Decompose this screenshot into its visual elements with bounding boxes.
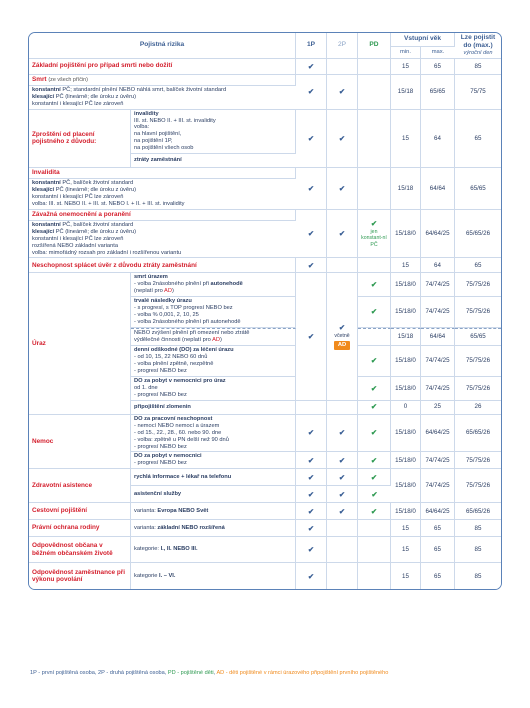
risk-description [131, 110, 296, 155]
desc-bold: konstantní [32, 221, 61, 228]
check-icon: ✔ [370, 383, 378, 393]
header-max: max. [421, 47, 455, 59]
term-age: 85 [455, 537, 501, 563]
check-2p [327, 486, 358, 503]
desc-text: volba: III. st. NEBO II. + III. st. NEBO I. + II. + III. st. invalidity [32, 200, 185, 207]
row-onemocneni-head [29, 210, 501, 221]
check-icon: ✔ [370, 356, 378, 366]
desc-text: PČ (lineárně; dle úroku z úvěru) [54, 93, 137, 100]
desc-text: kategorie [134, 572, 158, 579]
cell-2p [327, 59, 358, 75]
max-age: 65 [421, 537, 455, 563]
min-age: 15/18 [391, 168, 421, 210]
check-2p [327, 210, 358, 259]
desc-text: PČ, balíček životní standard [60, 221, 134, 228]
desc-bold: trvalé následky úrazu [134, 298, 192, 305]
header-risk: Pojistná rizika [29, 33, 296, 59]
risk-label: Neschopnost splácet úvěr z důvodu ztráty zaměstnání [29, 258, 296, 273]
check-1p [296, 273, 327, 400]
min-age: 15 [391, 59, 421, 75]
check-icon: ✔ [338, 455, 346, 465]
cell-pd [358, 537, 391, 563]
desc-text: - volba % 0,001, 2, 10, 25 [134, 312, 199, 319]
desc-text: - od 15., 22., 28., 60. nebo 90. dne [134, 429, 222, 436]
max-age: 64/64 [421, 328, 455, 346]
check-icon: ✔ [338, 489, 346, 499]
term-age: 65/65 [455, 328, 501, 346]
desc-bold: klesající [32, 228, 55, 235]
legend-2p-text: - druhá pojištěná osoba, [104, 670, 168, 676]
risk-description [131, 273, 296, 297]
check-icon: ✔ [338, 428, 346, 438]
min-age: 15/18 [391, 75, 421, 110]
desc-text: kategorie: [134, 546, 159, 553]
check-icon: ✔ [307, 472, 315, 482]
max-age: 64/64/25 [421, 503, 455, 520]
check-icon: ✔ [307, 571, 315, 581]
risk-description [131, 503, 296, 520]
max-age: 74/74/25 [421, 346, 455, 377]
risk-description [131, 377, 296, 401]
risk-description [131, 563, 296, 589]
desc-text: ) [220, 337, 222, 344]
check-1p [296, 503, 327, 520]
check-icon: ✔ [307, 260, 315, 270]
desc-text: rozšířená NEBO základní varianta [32, 242, 118, 249]
desc-ad: AD [212, 337, 220, 344]
cell-pd [358, 110, 391, 169]
check-icon: ✔ [370, 428, 378, 438]
max-age: 64/64/25 [421, 210, 455, 259]
desc-bold: autonehodě [210, 281, 243, 288]
header-1p: 1P [296, 33, 327, 59]
desc-text: volba: mimořádný rozsah pro základní i rozšířenou variantu [32, 249, 182, 256]
term-age: 75/75 [455, 75, 501, 110]
pd-note: včetně [334, 332, 350, 339]
max-age: 64/64/25 [421, 415, 455, 453]
check-icon: ✔ [307, 545, 315, 555]
desc-text: NEBO zvýšení plnění při omezení nebo ztrátě [134, 330, 250, 337]
row-neschopnost [29, 258, 501, 273]
check-1p [296, 75, 327, 110]
desc-text: výdělečné činnosti (neplatí pro [134, 337, 213, 344]
check-1p [296, 469, 327, 486]
header-term-sub: výroční den [463, 50, 493, 57]
check-2p [327, 75, 358, 110]
header-2p: 2P [327, 33, 358, 59]
legend-1p-text: - první pojištěná osoba, [36, 670, 99, 676]
desc-bold: konstantní [32, 180, 61, 187]
cell-pd [358, 328, 391, 346]
row-pravni [29, 520, 501, 537]
min-age: 15/18/0 [391, 210, 421, 259]
check-icon: ✔ [370, 219, 378, 229]
check-pd [358, 273, 391, 297]
check-1p [296, 168, 327, 210]
risk-label: Právní ochrana rodiny [29, 520, 131, 537]
risk-label: Odpovědnost občana v běžném občanském životě [29, 537, 131, 563]
check-icon: ✔ [307, 455, 315, 465]
cell-pd [358, 59, 391, 75]
check-icon: ✔ [370, 280, 378, 290]
desc-text: konstantní i klesající PČ lze zároveň [32, 193, 124, 200]
ad-badge: AD [334, 341, 350, 350]
risk-description: připojištění zlomenin [131, 401, 296, 415]
risk-description: ztráty zaměstnání [131, 154, 296, 168]
risk-description [29, 179, 296, 210]
check-1p [296, 452, 327, 469]
desc-text: - volba 2násobného plnění při [134, 281, 211, 288]
desc-text: PČ (lineárně; dle úroku z úvěru) [54, 187, 137, 194]
check-icon: ✔ [371, 489, 378, 499]
desc-text: (neplatí pro [134, 288, 165, 295]
risk-description [29, 86, 296, 110]
min-age: 15/18/0 [391, 415, 421, 453]
risk-sub: (ze všech příčin) [48, 76, 88, 83]
max-age: 64/64 [421, 168, 455, 210]
min-age: 15 [391, 563, 421, 589]
max-age: 25 [421, 401, 455, 415]
desc-text: volba: [134, 124, 150, 131]
check-2p [327, 110, 358, 169]
desc-text: - volba 2násobného plnění při autonehodě [134, 319, 241, 326]
check-icon: ✔ [338, 228, 346, 238]
risk-description [131, 415, 296, 453]
check-icon: ✔ [338, 506, 346, 516]
check-1p [296, 486, 327, 503]
check-1p [296, 415, 327, 453]
row-zprosteni-invalidity [29, 110, 501, 155]
desc-bold: smrt úrazem [134, 274, 168, 281]
desc-bold: I. – VI. [159, 572, 176, 579]
header-term-label: Lze pojistit do (max.) [460, 34, 496, 50]
term-age: 85 [455, 563, 501, 589]
desc-bold: klesající [32, 187, 55, 194]
row-zamestnanec [29, 563, 501, 589]
check-pd [358, 377, 391, 401]
check-icon: ✔ [338, 472, 346, 482]
check-2p [327, 452, 358, 469]
legend-2p: 2P [98, 670, 105, 676]
desc-text: varianta: [134, 524, 156, 531]
risk-description [131, 328, 296, 346]
row-cestovni [29, 503, 501, 520]
check-icon: ✔ [307, 86, 315, 96]
check-icon: ✔ [307, 331, 315, 341]
check-pd [358, 469, 391, 486]
check-pd [358, 297, 391, 328]
check-1p [296, 210, 327, 259]
risk-label: Zdravotní asistence [29, 469, 131, 503]
desc-bold: základní NEBO rozšířená [157, 524, 225, 531]
desc-bold: konstantní [32, 86, 61, 93]
risk-label: Úraz [29, 273, 131, 414]
check-icon: ✔ [307, 428, 315, 438]
desc-bold: I., II. NEBO III. [160, 546, 198, 553]
desc-text: na pojištění všech osob [134, 145, 194, 152]
check-2p [327, 273, 358, 400]
risk-title: Smrt [32, 75, 47, 83]
term-age: 75/75/26 [455, 273, 501, 297]
max-age: 74/74/25 [421, 297, 455, 328]
term-age: 75/75/26 [455, 297, 501, 328]
legend-footnote [30, 670, 388, 676]
max-age: 65 [421, 520, 455, 537]
row-uraz-smrt [29, 273, 501, 297]
desc-bold: DO za pobyt v nemocnici pro úraz [134, 377, 226, 384]
check-pd [358, 210, 391, 259]
min-age: 15/18/0 [391, 469, 421, 503]
check-icon: ✔ [307, 183, 315, 193]
risk-label: Základní pojištění pro případ smrti nebo dožití [29, 59, 296, 75]
desc-bold: invalidity [134, 110, 159, 117]
cell-pd [358, 75, 391, 110]
risk-description [131, 537, 296, 563]
cell-2p [327, 537, 358, 563]
max-age: 74/74/25 [421, 273, 455, 297]
term-age: 65/65 [455, 168, 501, 210]
desc-text: PČ; standardní plnění NEBO náhlá smrt, balíček životní standard [60, 86, 227, 93]
desc-text: - progresí NEBO bez [134, 460, 187, 467]
desc-bold: denní odškodné (DO) za léčení úrazu [134, 347, 234, 354]
check-icon: ✔ [370, 402, 378, 412]
min-age: 15/18 [391, 328, 421, 346]
max-age: 65/65 [421, 75, 455, 110]
check-1p [296, 537, 327, 563]
desc-text: - volba: zpětně u PN delší než 90 dnů [134, 436, 229, 443]
risk-description: rychlá informace + lékař na telefonu [131, 469, 296, 486]
desc-text: na pojištění 1P, [134, 138, 173, 145]
header-term [455, 33, 501, 59]
min-age: 15/18/0 [391, 346, 421, 377]
min-age: 15 [391, 110, 421, 169]
min-age: 15/18/0 [391, 297, 421, 328]
risk-label: Odpovědnost zaměstnance při výkonu povolání [29, 563, 131, 589]
desc-bold: DO za pobyt v nemocnici [134, 453, 202, 460]
max-age: 64 [421, 258, 455, 273]
header-min: min. [391, 47, 421, 59]
check-icon: ✔ [338, 133, 346, 143]
term-age: 65/65/26 [455, 210, 501, 259]
cell-pd [358, 520, 391, 537]
check-icon: ✔ [338, 323, 346, 333]
insurance-risk-table [28, 32, 502, 590]
cell-2p [327, 563, 358, 589]
check-1p [296, 563, 327, 589]
desc-bold: DO za pracovní neschopnost [134, 415, 213, 422]
check-pd [358, 346, 391, 377]
check-2p [327, 168, 358, 210]
min-age: 15/18/0 [391, 452, 421, 469]
desc-text: od 1. dne [134, 384, 158, 391]
desc-text: - s progresí, s TOP progresí NEBO bez [134, 305, 233, 312]
term-age: 65 [455, 258, 501, 273]
check-icon: ✔ [307, 489, 315, 499]
check-icon: ✔ [338, 183, 346, 193]
desc-text: III. st. NEBO II. + III. st. invalidity [134, 117, 216, 124]
term-age: 75/75/26 [455, 469, 501, 503]
check-2p [327, 415, 358, 453]
row-obcan [29, 537, 501, 563]
check-pd [358, 486, 391, 503]
header-entry-age: Vstupní věk [391, 33, 455, 47]
check-icon: ✔ [370, 455, 378, 465]
check-icon: ✔ [370, 307, 378, 317]
desc-text: konstantní i klesající PČ lze zároveň [32, 100, 124, 107]
desc-text: - progresí NEBO bez [134, 443, 187, 450]
desc-text: PČ (lineárně; dle úroku z úvěru) [54, 228, 137, 235]
max-age: 74/74/25 [421, 377, 455, 401]
max-age: 64 [421, 110, 455, 169]
check-pd [358, 415, 391, 453]
desc-text: - nemocí NEBO nemocí a úrazem [134, 422, 220, 429]
risk-label: Nemoc [29, 415, 131, 470]
max-age: 65 [421, 59, 455, 75]
min-age: 15/18/0 [391, 503, 421, 520]
risk-label [29, 75, 296, 86]
risk-description [29, 221, 296, 259]
check-icon: ✔ [307, 506, 315, 516]
check-icon: ✔ [370, 472, 378, 482]
desc-text: ) [171, 288, 174, 295]
check-pd [358, 401, 391, 415]
risk-label: Invalidita [29, 168, 296, 179]
risk-label: Závažná onemocnění a poranění [29, 210, 296, 221]
cell-2p [327, 520, 358, 537]
check-icon: ✔ [370, 506, 378, 516]
row-zakladni [29, 59, 501, 75]
cell-pd [358, 258, 391, 273]
check-icon: ✔ [307, 61, 315, 71]
term-age: 26 [455, 401, 501, 415]
check-2p [327, 503, 358, 520]
desc-text: - volba plnění zpětně, nezpětně [134, 360, 214, 367]
header-pd: PD [358, 33, 391, 59]
check-icon: ✔ [307, 133, 315, 143]
risk-description: asistenční služby [131, 486, 296, 503]
check-icon: ✔ [338, 86, 346, 96]
risk-description [131, 297, 296, 328]
check-pd [358, 503, 391, 520]
term-age: 65/65/26 [455, 415, 501, 453]
term-age: 75/75/26 [455, 452, 501, 469]
max-age: 74/74/25 [421, 452, 455, 469]
row-asistence-1 [29, 469, 501, 486]
desc-text: - progresí NEBO bez [134, 367, 187, 374]
desc-text: - od 10, 15, 22 NEBO 60 dnů [134, 354, 208, 360]
legend-separator: , [213, 670, 217, 676]
risk-description [131, 452, 296, 469]
risk-label: Zproštění od placení pojistného z důvodu: [29, 110, 131, 169]
min-age: 15/18/0 [391, 273, 421, 297]
row-invalidita-head [29, 168, 501, 179]
risk-description [131, 346, 296, 377]
term-age: 85 [455, 59, 501, 75]
legend-pd: PD - pojištěné děti [167, 670, 214, 676]
desc-text: konstantní i klesající PČ lze zároveň [32, 235, 124, 242]
term-age: 65/65/26 [455, 503, 501, 520]
check-2p [327, 469, 358, 486]
check-1p [296, 110, 327, 169]
check-1p [296, 258, 327, 273]
risk-label: Cestovní pojištění [29, 503, 131, 520]
risk-description [131, 520, 296, 537]
check-1p [296, 59, 327, 75]
legend-1p: 1P [30, 670, 37, 676]
term-age: 85 [455, 520, 501, 537]
min-age: 15 [391, 258, 421, 273]
desc-bold: klesající [32, 93, 55, 100]
min-age: 15 [391, 537, 421, 563]
cell-1p [296, 401, 327, 415]
check-icon: ✔ [307, 228, 315, 238]
desc-text: PČ, balíček životní standard [60, 180, 134, 187]
term-age: 75/75/26 [455, 346, 501, 377]
cell-pd [358, 563, 391, 589]
cell-2p [327, 401, 358, 415]
check-1p [296, 520, 327, 537]
desc-text: na hlavní pojištění, [134, 131, 182, 138]
desc-bold: Evropa NEBO Svět [157, 507, 209, 514]
cell-pd [358, 168, 391, 210]
term-age: 75/75/26 [455, 377, 501, 401]
check-icon: ✔ [307, 523, 315, 533]
min-age: 15 [391, 520, 421, 537]
row-smrt-head [29, 75, 501, 86]
check-pd [358, 452, 391, 469]
legend-ad: AD - děti pojištěné v rámci úrazového připojištění prvního pojištěného [216, 670, 389, 676]
cell-2p [327, 258, 358, 273]
desc-ad: AD [164, 288, 172, 295]
row-nemoc-pn [29, 415, 501, 453]
term-age: 65 [455, 110, 501, 169]
max-age: 74/74/25 [421, 469, 455, 503]
min-age: 15/18/0 [391, 377, 421, 401]
pd-note: jen konstant-ní PČ [361, 228, 387, 248]
max-age: 65 [421, 563, 455, 589]
desc-text: - progresí NEBO bez [134, 391, 187, 398]
min-age: 0 [391, 401, 421, 415]
desc-text: varianta: [134, 507, 156, 514]
